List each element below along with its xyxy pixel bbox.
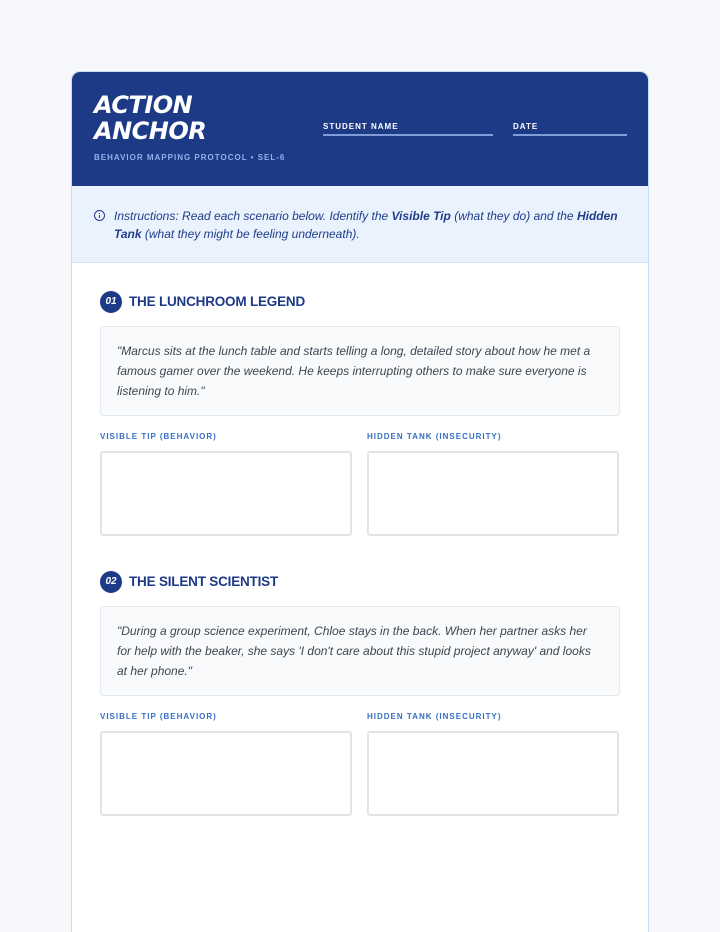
worksheet bbox=[71, 71, 649, 932]
brand bbox=[94, 92, 294, 162]
scenario-text: "Marcus sits at the lunch table and starts telling a long, detailed story about how he met a famous gamer over the weekend. He keeps interrupting others to make sure everyone is listening to him." bbox=[100, 326, 620, 416]
date-label: DATE bbox=[513, 122, 539, 131]
instructions-hidden-tank: Hidden Tank bbox=[114, 209, 618, 241]
instructions-lead: Instructions: Read each scenario below. Identify the bbox=[114, 209, 392, 223]
hidden-tank-answer-box[interactable] bbox=[367, 451, 619, 536]
hidden-tank-label: HIDDEN TANK (INSECURITY) bbox=[367, 432, 502, 441]
scenario-header bbox=[100, 571, 620, 593]
date-line[interactable] bbox=[513, 134, 627, 136]
scenario-title: THE SILENT SCIENTIST bbox=[129, 574, 279, 589]
scenario-header bbox=[100, 291, 620, 313]
instructions-visible-tip: Visible Tip bbox=[391, 209, 451, 223]
scenario-2 bbox=[100, 571, 620, 721]
student-name-label: STUDENT NAME bbox=[323, 122, 399, 131]
student-name-field[interactable] bbox=[323, 122, 493, 136]
hidden-tank-label: HIDDEN TANK (INSECURITY) bbox=[367, 712, 502, 721]
scenario-1 bbox=[100, 291, 620, 441]
worksheet-header bbox=[72, 72, 648, 186]
visible-tip-label: VISIBLE TIP (BEHAVIOR) bbox=[100, 712, 217, 721]
scenario-number-badge: 01 bbox=[100, 291, 122, 313]
instructions-tail: (what they might be feeling underneath). bbox=[141, 227, 360, 241]
title-line-1: ACTION bbox=[94, 91, 193, 119]
scenario-number-badge: 02 bbox=[100, 571, 122, 593]
scenario-title: THE LUNCHROOM LEGEND bbox=[129, 294, 305, 309]
worksheet-title bbox=[94, 92, 294, 144]
visible-tip-answer-box[interactable] bbox=[100, 451, 352, 536]
instructions-panel bbox=[72, 186, 648, 263]
info-icon bbox=[94, 210, 105, 221]
title-line-2: ANCHOR bbox=[94, 117, 207, 145]
student-name-line[interactable] bbox=[323, 134, 493, 136]
visible-tip-answer-box[interactable] bbox=[100, 731, 352, 816]
worksheet-subtitle: BEHAVIOR MAPPING PROTOCOL • SEL-6 bbox=[94, 153, 286, 162]
instructions-mid: (what they do) and the bbox=[450, 209, 577, 223]
scenario-text: "During a group science experiment, Chloe stays in the back. When her partner asks her for help with the beaker, she says 'I don't care about this stupid project anyway' and looks at her phone." bbox=[100, 606, 620, 696]
visible-tip-label: VISIBLE TIP (BEHAVIOR) bbox=[100, 432, 217, 441]
date-field[interactable] bbox=[513, 122, 627, 136]
hidden-tank-answer-box[interactable] bbox=[367, 731, 619, 816]
